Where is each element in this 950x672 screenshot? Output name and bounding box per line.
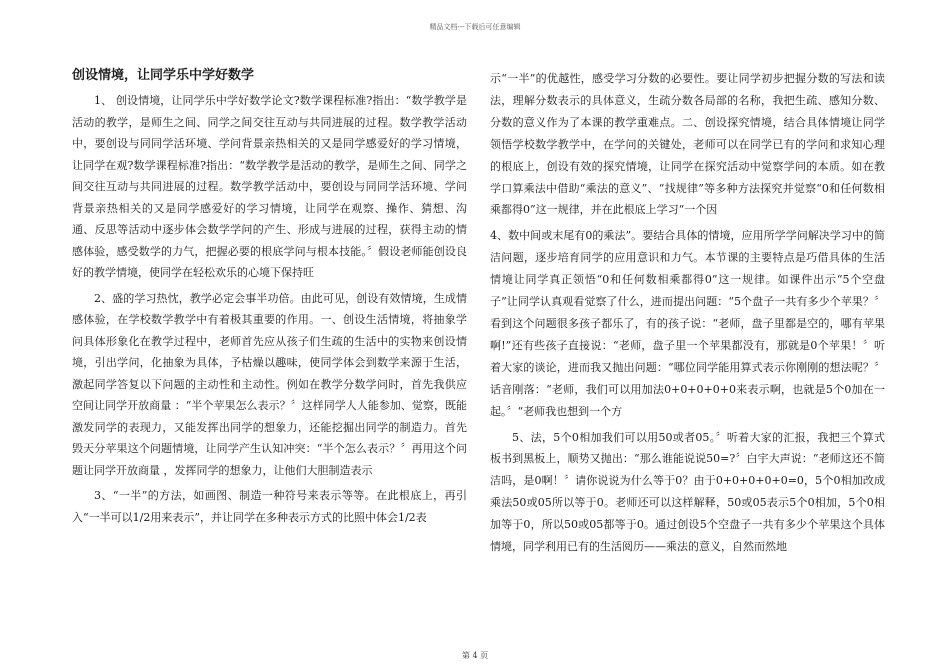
page-header: 精品文档---下载后可任意编辑 bbox=[429, 23, 521, 31]
paragraph: 2、盛的学习热忱，教学必定会事半功倍。由此可见，创设有效情境，生成情感体验，在学校数学教学中有着极其重要的作用。一、创设生活情境，将抽象学问具体形象化在教学过程中，老师首先应从孩子们生疏的生活中的实物来创设情境，引出学问，化抽象为具体，予枯燥以趣味，使同学体会到数学来源于生活，激起同学答复以下问题的主动性和主动性。例如在教学分数学问时，首先我供应空间让同学开放商量 ：“半个苹果怎么表示？〞这样同学人人能参加、觉察，既能激发同学的表现力，又能发挥出同学的想象力，还能挖掘出同学的制造力。首先毁天分苹果这个问题情境，让同学产生认知冲突：“半个怎么表示？〞再用这个问题让同学开放商量 ，发挥同学的想象力，让他们大胆制造表示 bbox=[72, 291, 467, 477]
page-number: 第 4 页 bbox=[461, 651, 489, 660]
paragraph: 示“一半”的优越性，感受学习分数的必要性。要让同学初步把握分数的写法和读法，理解分数表示的具体意义，生疏分数各局部的名称，我把生疏、感知分数、分数的意义作为了本课的教学重难点。二、创设探究情境，结合具体情境让同学领悟学校数学教学中，在学问的关键处，老师可以在同学已有的学问和求知心理的根底上，创设有效的探究情境，让同学在探究活动中觉察学问的本质。如在教学口算乘法中借助“乘法的意义”、“找规律”等多种方法探究并觉察“0和任何数相乘都得0”这一规律，并在此根底上学习“一个因 bbox=[490, 72, 885, 217]
paragraph: 5、法，5个0相加我们可以用50或者05。〞听着大家的汇报，我把三个算式板书到黑板上，顺势又抛出：“那么谁能说说50=?〞白宇大声说：“老师这还不简洁吗，是0啊！〞请你说说为什么等于0？由于0+0+0+0+0=0，5个0相加改成乘法50或05所以等于0。老师还可以这样解释，50或05表示5个0相加，5个0相加等于0，所以50或05都等于0。通过创设5个空盘子一共有多少个苹果这个具体情境，同学利用已有的生活阅历——乘法的意义，自然而然地 bbox=[490, 430, 885, 554]
paragraph: 3、“一半”的方法，如画图、制造一种符号来表示等等。在此根底上，再引入“一半可以1/2用来表示”，并让同学在多种表示方式的比照中体会1/2表 bbox=[72, 489, 467, 524]
document-title: 创设情境，让同学乐中学好数学 bbox=[72, 68, 255, 83]
left-column bbox=[72, 68, 467, 532]
paragraph: 4、数中间或末尾有0的乘法”。要结合具体的情境，应用所学学问解决学习中的简洁问题，逐步培育同学的应用意识和力气。本节课的主要特点是巧借具体的生活情境让同学真正领悟“0和任何数相乘都得0”这一规律。如课件出示“5个空盘子”让同学认真观看觉察了什么，进而提出问题：“5个盘子一共有多少个苹果？〞看到这个问题很多孩子都乐了，有的孩子说：“老师，盘子里都是空的，哪有苹果啊!”还有些孩子直接说：“老师，盘子里一个苹果都没有，那就是0个苹果！〞听着大家的谈论，进而我又抛出问题：“哪位同学能用算式表示你刚刚的想法呢？〞话音刚落：“老师，我们可以用加法0+0+0+0+0来表示啊，也就是5个0加在一起。〞“老师我也想到一个方 bbox=[490, 229, 885, 418]
right-column bbox=[490, 68, 885, 562]
paragraph: 1、 创设情境，让同学乐中学好数学论文?数学课程标准?指出：“数学教学是活动的教学，是师生之间、同学之间交往互动与共同进展的过程。数学教学活动中，要创设与同同学活环境、学问背景亲热相关的又是同学感爱好的学习情境，让同学在观?数学课程标准?指出：“数学教学是活动的教学，是师生之间、同学之间交往互动与共同进展的过程。数学教学活动中，要创设与同同学活环境、学问背景亲热相关的又是同学感爱好的学习情境，让同学在观察、操作、猜想、沟通、反思等活动中逐步体会数学学问的产生、形成与进展的过程，获得主动的情感体验，感受数学的力气，把握必要的根底学问与根本技能。〞假设老师能创设良好的教学情境，使同学在轻松欢乐的心境下保持旺 bbox=[72, 94, 467, 279]
